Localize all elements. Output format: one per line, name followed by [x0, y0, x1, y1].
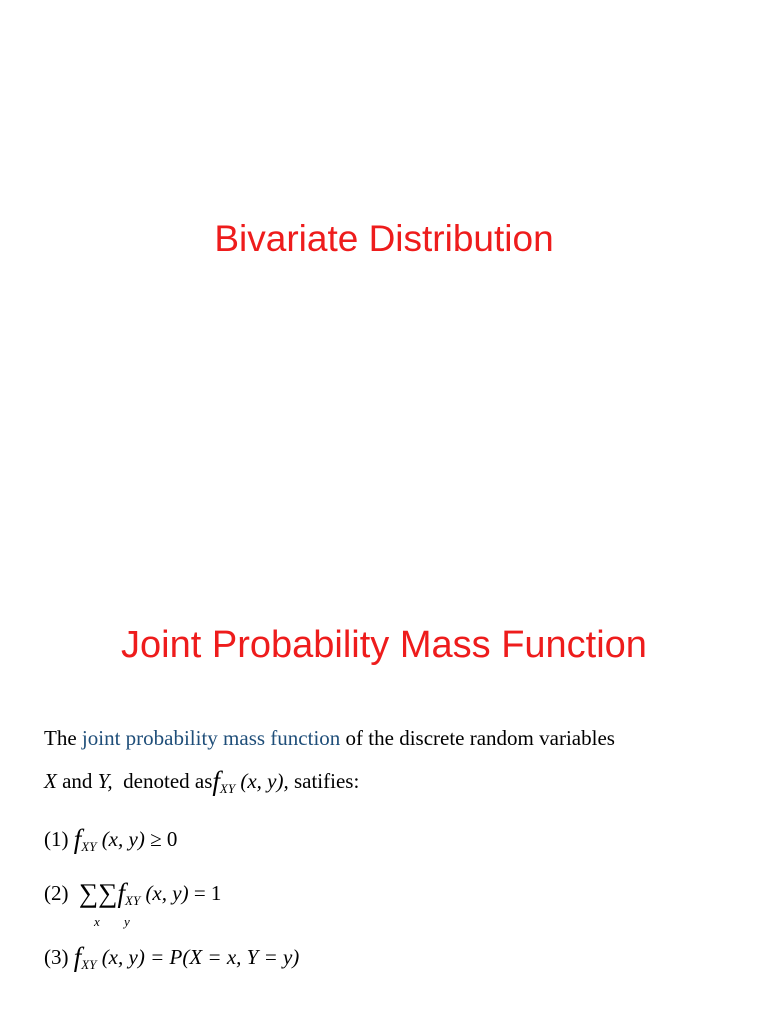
func-sub: XY	[81, 957, 97, 972]
condition-label: (3)	[44, 945, 69, 969]
func-args: (x, y)	[145, 881, 189, 905]
double-sum-symbol: ∑∑	[79, 878, 118, 908]
slide-title-joint-pmf: Joint Probability Mass Function	[121, 624, 647, 666]
condition-1	[44, 826, 177, 853]
var-x: X	[44, 769, 57, 793]
func-args: (x, y)	[101, 827, 145, 851]
text-rest: of the discrete random variables	[345, 726, 615, 750]
func-args: (x, y),	[240, 769, 289, 793]
relation: ≥ 0	[150, 827, 178, 851]
condition-label: (2)	[44, 881, 69, 905]
definition-line-2	[44, 768, 359, 795]
relation: = 1	[193, 881, 222, 905]
relation: = P(X = x, Y = y)	[150, 945, 300, 969]
condition-label: (1)	[44, 827, 69, 851]
func-sub: XY	[81, 839, 97, 854]
definition-line-1	[44, 728, 615, 749]
highlight-term: joint probability mass function	[81, 726, 341, 750]
func-sub: XY	[125, 893, 141, 908]
text-denoted: denoted as	[123, 769, 213, 793]
text-satisfies: satifies:	[293, 769, 360, 793]
func-f: f	[212, 766, 220, 796]
var-y: Y,	[97, 769, 113, 793]
func-sub: XY	[219, 781, 236, 796]
condition-2	[44, 880, 221, 907]
text-and: and	[62, 769, 93, 793]
sum-index-y: y	[124, 914, 130, 929]
sum-index-x: x	[94, 914, 100, 929]
func-f: f	[73, 824, 82, 854]
text-the: The	[44, 726, 77, 750]
func-f: f	[73, 942, 82, 972]
slide-title-bivariate: Bivariate Distribution	[214, 218, 554, 259]
func-f: f	[117, 878, 126, 908]
condition-3	[44, 944, 299, 971]
func-args: (x, y)	[101, 945, 145, 969]
